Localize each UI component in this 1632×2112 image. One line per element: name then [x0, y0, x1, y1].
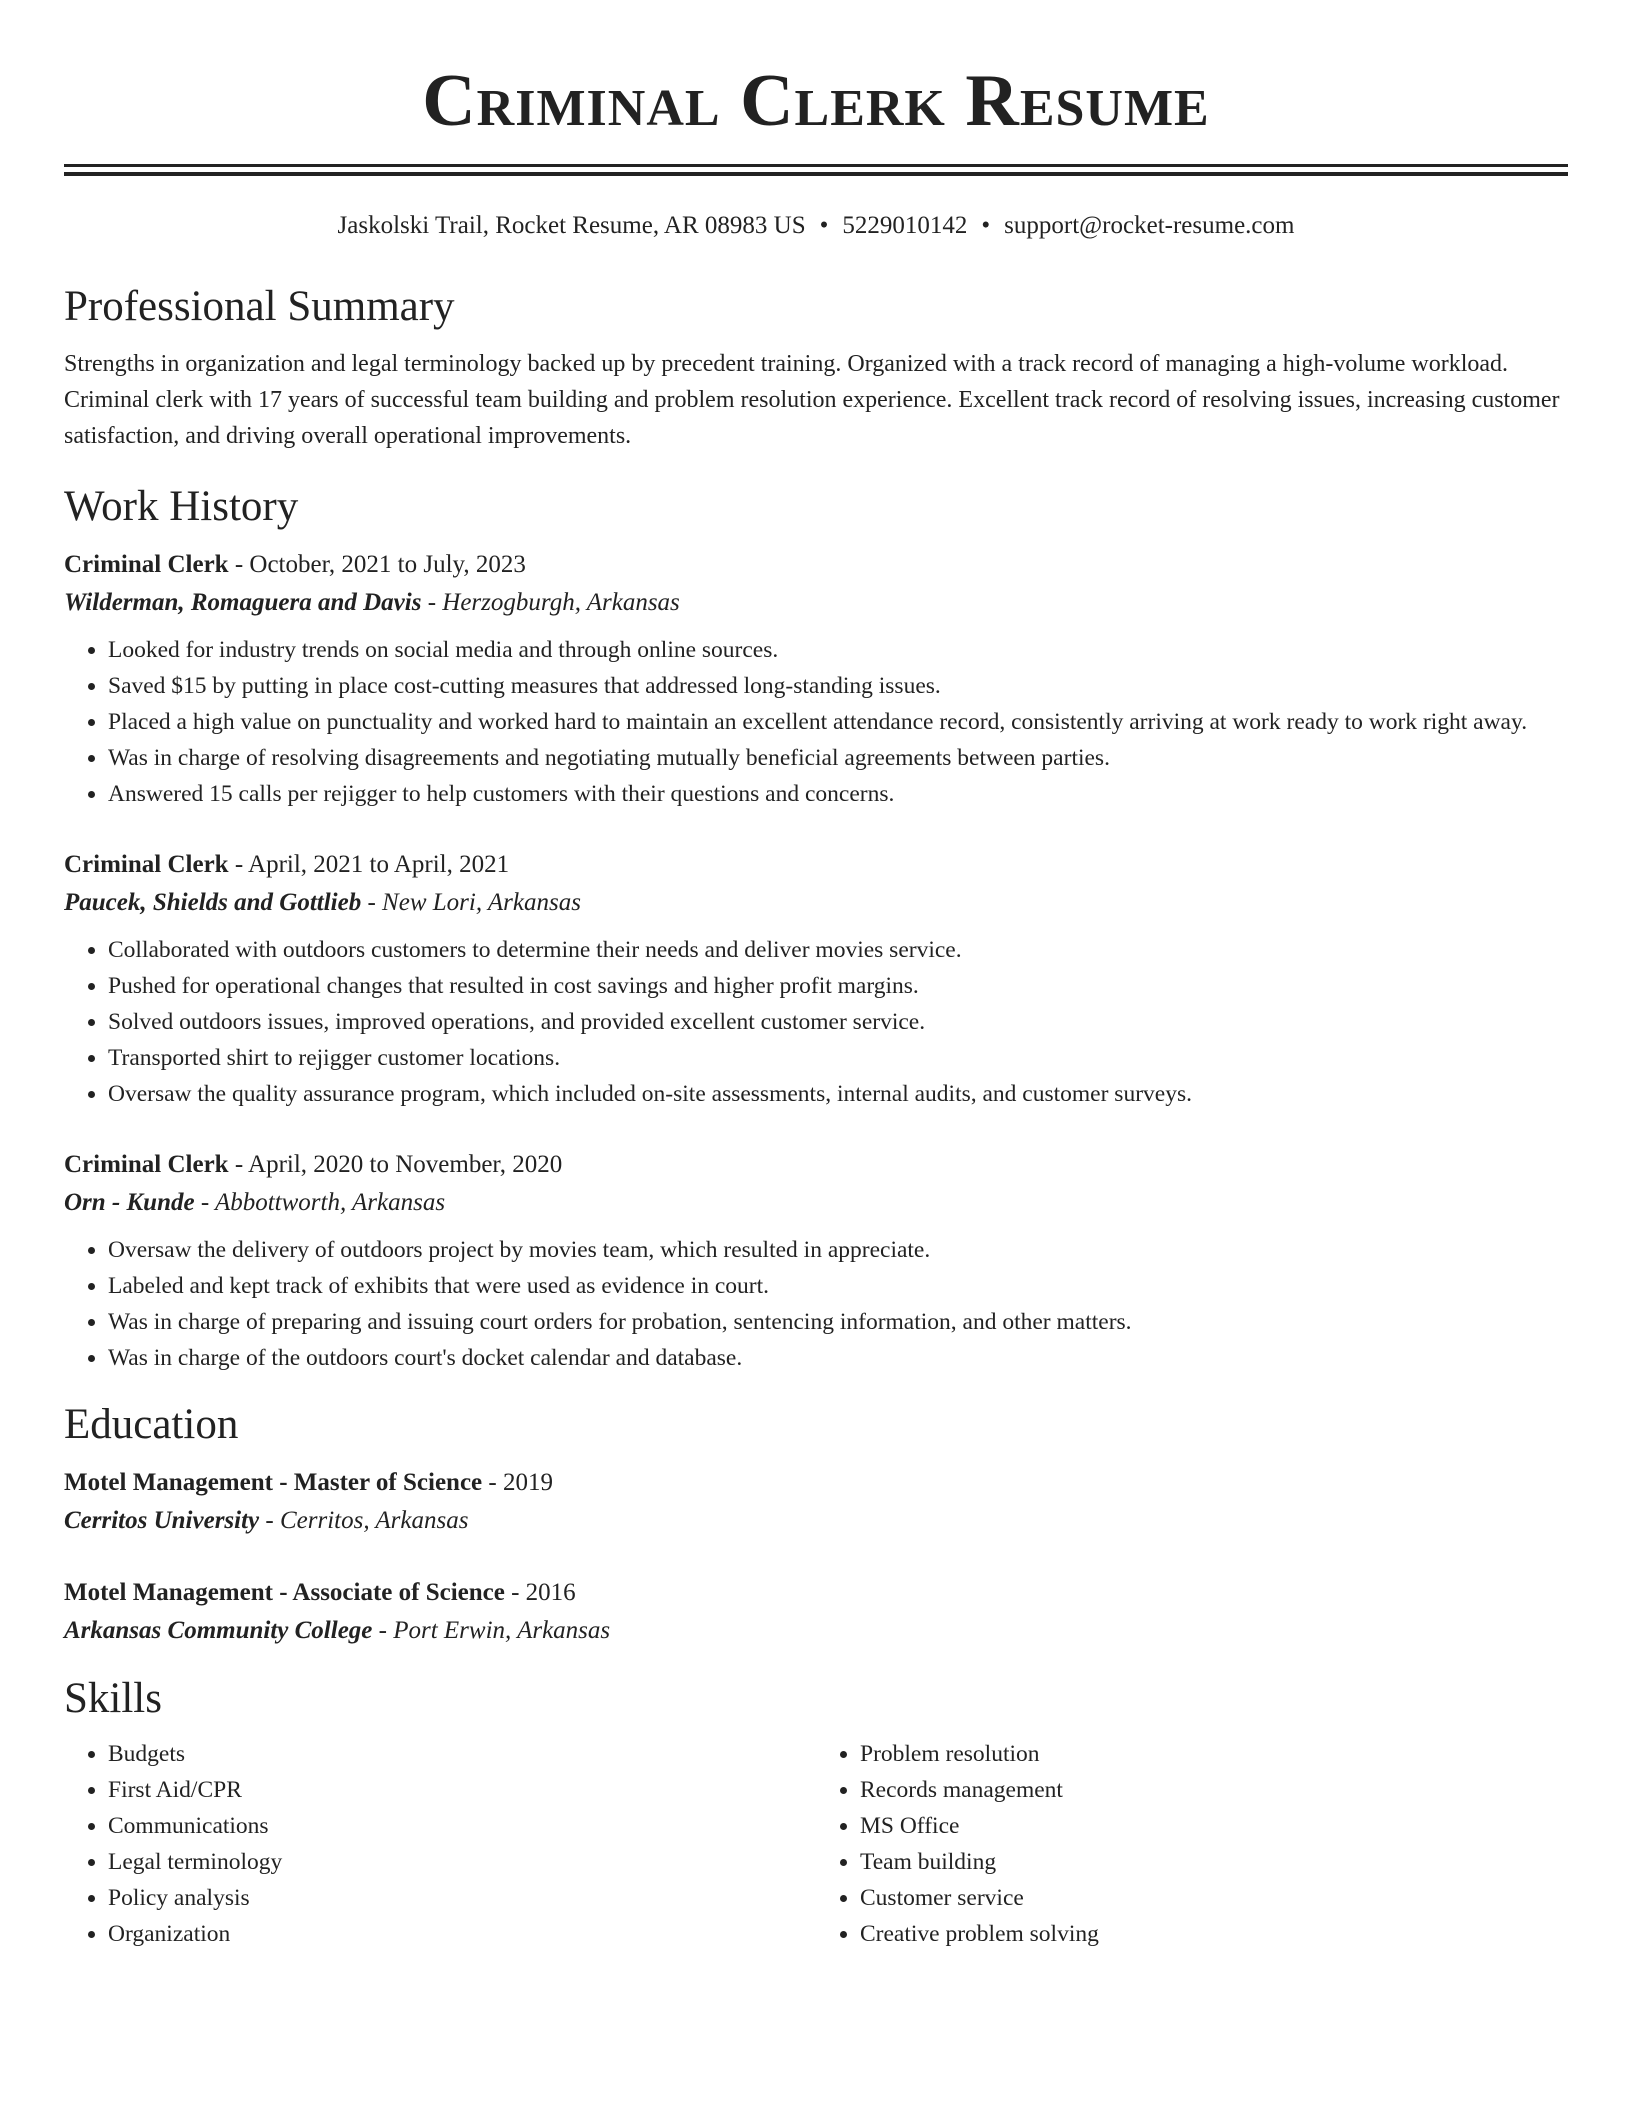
- graduation-year: - 2016: [504, 1579, 576, 1606]
- list-item: • Collaborated with outdoors customers to determine their needs and deliver movies service.: [108, 932, 1568, 968]
- company-line: [64, 584, 1568, 622]
- skill-item: • MS Office: [860, 1808, 1568, 1844]
- company-line: [64, 1184, 1568, 1222]
- skill-item: • First Aid/CPR: [108, 1772, 816, 1808]
- job-dates: - October, 2021 to July, 2023: [228, 551, 526, 578]
- job-title-line: [64, 846, 1568, 884]
- contact-phone: 5229010142: [842, 212, 968, 239]
- education-section: [64, 1400, 1568, 1650]
- list-item: • Placed a high value on punctuality and worked hard to maintain an excellent attendance record, consistently arriving at work ready to work right away.: [108, 704, 1568, 740]
- school-location: - Port Erwin, Arkansas: [372, 1617, 611, 1644]
- job-title-line: [64, 1146, 1568, 1184]
- contact-separator: •: [981, 212, 991, 239]
- job-entry: [64, 546, 1568, 812]
- section-heading-education: Education: [64, 1401, 239, 1448]
- company-location: - Herzogburgh, Arkansas: [421, 589, 680, 616]
- contact-separator: •: [819, 212, 829, 239]
- list-item: • Looked for industry trends on social media and through online sources.: [108, 632, 1568, 668]
- job-dates: - April, 2021 to April, 2021: [228, 851, 510, 878]
- job-bullets: [64, 1232, 1568, 1376]
- title-divider: [64, 164, 1568, 176]
- list-item: • Labeled and kept track of exhibits that were used as evidence in court.: [108, 1268, 1568, 1304]
- skill-item: • Problem resolution: [860, 1736, 1568, 1772]
- summary-text: Strengths in organization and legal terminology backed up by precedent training. Organized with a track record of managing a high-volume workload. Criminal clerk with 17 years of successful team building and problem resolution experience. Excellent track record of resolving issues, increasing customer satisfaction, and driving overall operational improvements.: [64, 351, 1560, 449]
- school-name: Cerritos University: [64, 1507, 260, 1534]
- list-item: • Pushed for operational changes that resulted in cost savings and higher profit margins.: [108, 968, 1568, 1004]
- education-entry: [64, 1574, 1568, 1650]
- list-item: • Was in charge of preparing and issuing court orders for probation, sentencing information, and other matters.: [108, 1304, 1568, 1340]
- job-entry: [64, 846, 1568, 1112]
- degree-line: [64, 1464, 1568, 1502]
- skills-column-right: [816, 1736, 1568, 1952]
- job-title: Criminal Clerk: [64, 851, 229, 878]
- list-item: • Was in charge of resolving disagreements and negotiating mutually beneficial agreements between parties.: [108, 740, 1568, 776]
- job-title: Criminal Clerk: [64, 551, 229, 578]
- list-item: • Answered 15 calls per rejigger to help customers with their questions and concerns.: [108, 776, 1568, 812]
- skill-item: • Records management: [860, 1772, 1568, 1808]
- job-title: Criminal Clerk: [64, 1151, 229, 1178]
- degree-line: [64, 1574, 1568, 1612]
- company-name: Orn - Kunde: [64, 1189, 195, 1216]
- skill-item: • Communications: [108, 1808, 816, 1844]
- job-dates: - April, 2020 to November, 2020: [228, 1151, 563, 1178]
- company-name: Paucek, Shields and Gottlieb: [64, 889, 362, 916]
- skills-section: [64, 1674, 1568, 1952]
- skill-item: • Creative problem solving: [860, 1916, 1568, 1952]
- company-name: Wilderman, Romaguera and Davis: [64, 589, 422, 616]
- list-item: • Transported shirt to rejigger customer locations.: [108, 1040, 1568, 1076]
- skill-item: • Team building: [860, 1844, 1568, 1880]
- school-name: Arkansas Community College: [64, 1617, 373, 1644]
- section-heading-work: Work History: [64, 483, 299, 530]
- skill-item: • Budgets: [108, 1736, 816, 1772]
- skill-item: • Customer service: [860, 1880, 1568, 1916]
- job-bullets: [64, 632, 1568, 812]
- contact-line: [64, 210, 1568, 242]
- degree: Motel Management - Master of Science: [64, 1469, 483, 1496]
- job-bullets: [64, 932, 1568, 1112]
- job-title-line: [64, 546, 1568, 584]
- school-location: - Cerritos, Arkansas: [259, 1507, 469, 1534]
- contact-address: Jaskolski Trail, Rocket Resume, AR 08983 US: [337, 212, 806, 239]
- school-line: [64, 1502, 1568, 1540]
- skill-item: • Legal terminology: [108, 1844, 816, 1880]
- school-line: [64, 1612, 1568, 1650]
- work-history-section: [64, 482, 1568, 1376]
- company-location: - New Lori, Arkansas: [361, 889, 581, 916]
- list-item: • Solved outdoors issues, improved operations, and provided excellent customer service.: [108, 1004, 1568, 1040]
- company-line: [64, 884, 1568, 922]
- degree: Motel Management - Associate of Science: [64, 1579, 505, 1606]
- job-entry: [64, 1146, 1568, 1376]
- section-heading-skills: Skills: [64, 1675, 162, 1722]
- graduation-year: - 2019: [482, 1469, 553, 1496]
- skills-column-left: [64, 1736, 816, 1952]
- skill-item: • Organization: [108, 1916, 816, 1952]
- company-location: - Abbottworth, Arkansas: [194, 1189, 446, 1216]
- section-heading-summary: Professional Summary: [64, 283, 455, 330]
- list-item: • Oversaw the quality assurance program, which included on-site assessments, internal audits, and customer surveys.: [108, 1076, 1568, 1112]
- contact-email: support@rocket-resume.com: [1004, 212, 1295, 239]
- list-item: • Saved $15 by putting in place cost-cutting measures that addressed long-standing issues.: [108, 668, 1568, 704]
- list-item: • Was in charge of the outdoors court's docket calendar and database.: [108, 1340, 1568, 1376]
- skills-grid: [64, 1736, 1568, 1952]
- page-title: Criminal Clerk Resume: [422, 60, 1210, 142]
- professional-summary-section: [64, 282, 1568, 454]
- list-item: • Oversaw the delivery of outdoors project by movies team, which resulted in appreciate.: [108, 1232, 1568, 1268]
- skill-item: • Policy analysis: [108, 1880, 816, 1916]
- education-entry: [64, 1464, 1568, 1540]
